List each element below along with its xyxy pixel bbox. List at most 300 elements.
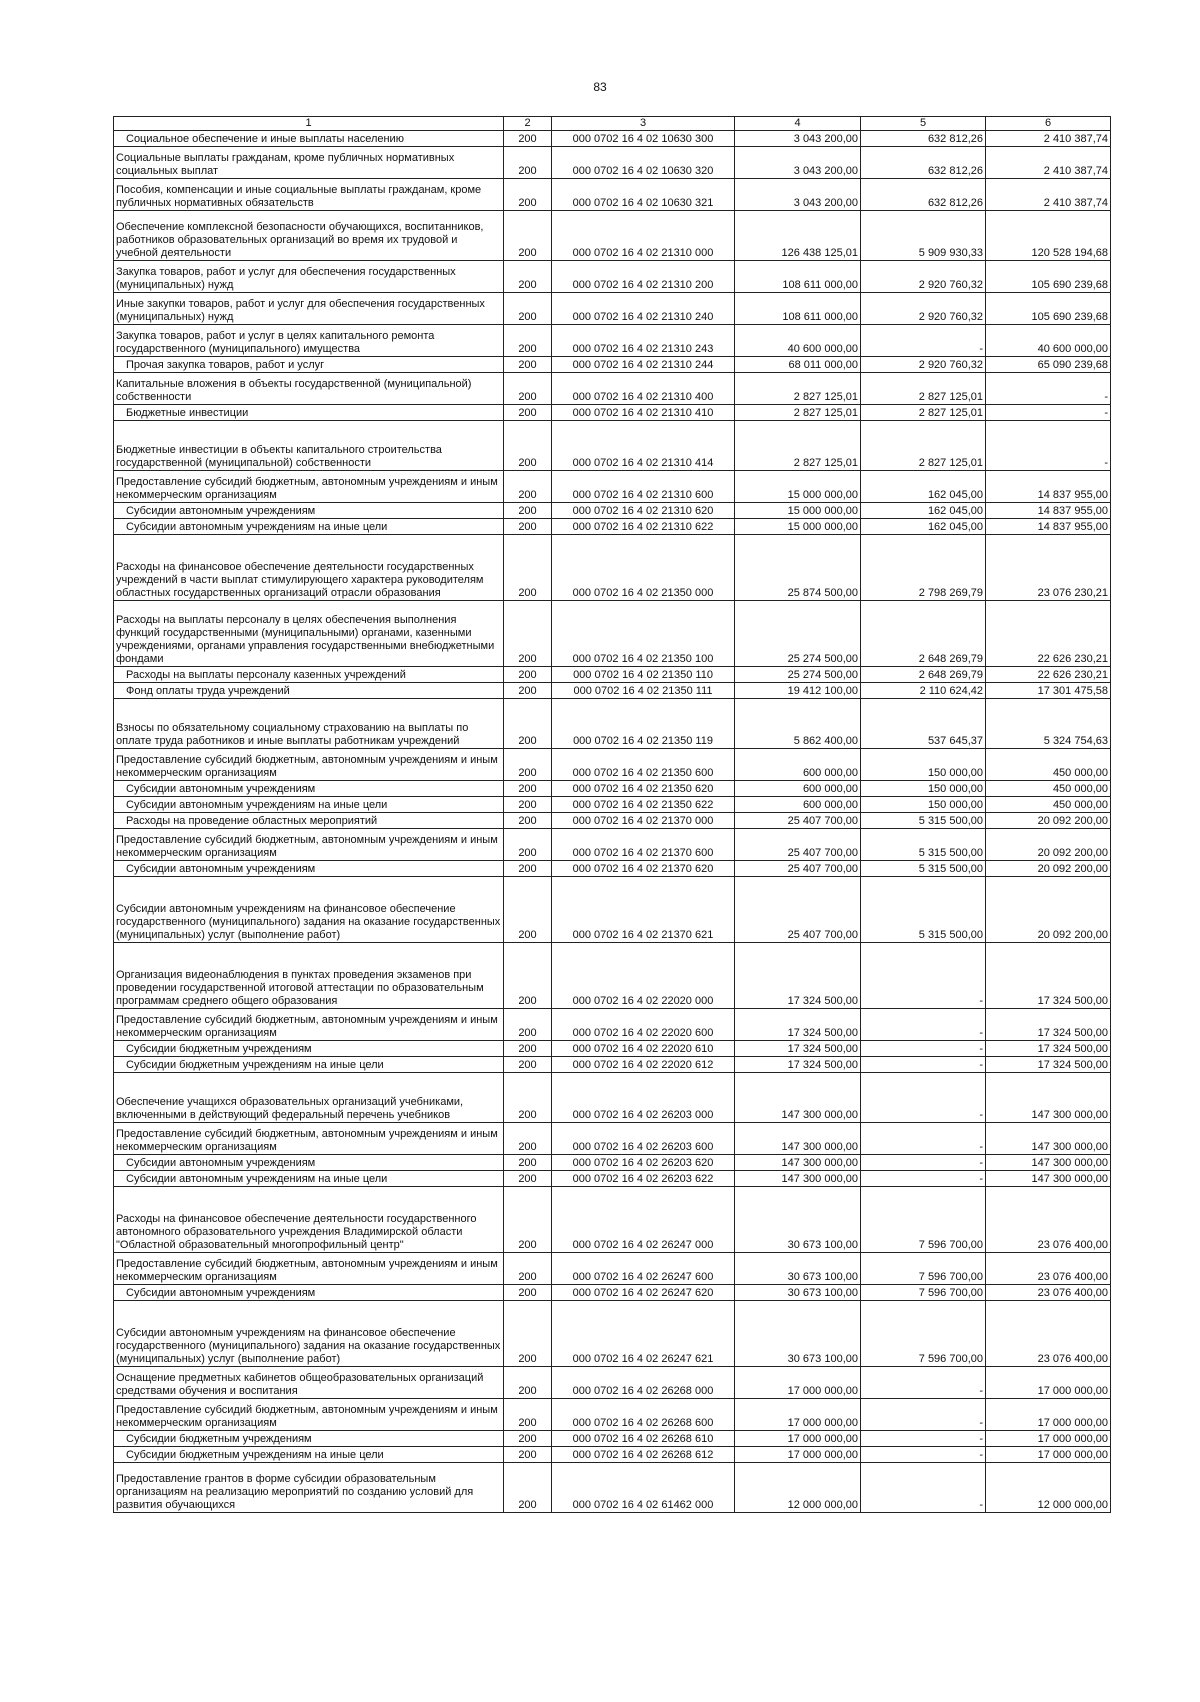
approved-amount-cell: 17 324 500,00 <box>735 1009 861 1041</box>
approved-amount-cell: 25 274 500,00 <box>735 601 861 667</box>
table-row <box>114 683 1111 699</box>
executed-amount-cell: 537 645,37 <box>861 699 986 749</box>
unexecuted-amount-cell: 65 090 239,68 <box>986 357 1111 373</box>
approved-amount-cell: 17 000 000,00 <box>735 1447 861 1463</box>
line-code-cell: 200 <box>504 373 552 405</box>
executed-amount-cell: 162 045,00 <box>861 503 986 519</box>
approved-amount-cell: 19 412 100,00 <box>735 683 861 699</box>
table-row <box>114 1463 1111 1513</box>
approved-amount-cell: 15 000 000,00 <box>735 519 861 535</box>
line-code-cell: 200 <box>504 1073 552 1123</box>
budget-code-cell: 000 0702 16 4 02 26268 000 <box>552 1367 735 1399</box>
unexecuted-amount-cell: 5 324 754,63 <box>986 699 1111 749</box>
line-code-cell: 200 <box>504 1399 552 1431</box>
executed-amount-cell: - <box>861 1171 986 1187</box>
approved-amount-cell: 2 827 125,01 <box>735 421 861 471</box>
table-row <box>114 1009 1111 1041</box>
unexecuted-amount-cell: 2 410 387,74 <box>986 131 1111 147</box>
unexecuted-amount-cell: 147 300 000,00 <box>986 1171 1111 1187</box>
line-code-cell: 200 <box>504 699 552 749</box>
table-row <box>114 471 1111 503</box>
budget-code-cell: 000 0702 16 4 02 21370 600 <box>552 829 735 861</box>
executed-amount-cell: 2 110 624,42 <box>861 683 986 699</box>
budget-code-cell: 000 0702 16 4 02 21350 119 <box>552 699 735 749</box>
line-code-cell: 200 <box>504 1187 552 1253</box>
unexecuted-amount-cell: 2 410 387,74 <box>986 147 1111 179</box>
unexecuted-amount-cell: 17 324 500,00 <box>986 1057 1111 1073</box>
approved-amount-cell: 147 300 000,00 <box>735 1073 861 1123</box>
line-code-cell: 200 <box>504 357 552 373</box>
approved-amount-cell: 600 000,00 <box>735 749 861 781</box>
executed-amount-cell: 150 000,00 <box>861 749 986 781</box>
line-code-cell: 200 <box>504 861 552 877</box>
name-cell: Иные закупки товаров, работ и услуг для обеспечения государственных (муниципальных) нужд <box>114 293 504 325</box>
name-cell: Предоставление субсидий бюджетным, автономным учреждениям и иным некоммерческим организациям <box>114 1009 504 1041</box>
unexecuted-amount-cell: - <box>986 373 1111 405</box>
budget-code-cell: 000 0702 16 4 02 21370 620 <box>552 861 735 877</box>
table-row <box>114 1155 1111 1171</box>
table-row <box>114 503 1111 519</box>
executed-amount-cell: - <box>861 1447 986 1463</box>
line-code-cell: 200 <box>504 781 552 797</box>
unexecuted-amount-cell: 17 324 500,00 <box>986 943 1111 1009</box>
name-cell: Субсидии автономным учреждениям <box>114 503 504 519</box>
name-cell: Расходы на проведение областных мероприятий <box>114 813 504 829</box>
table-row <box>114 357 1111 373</box>
line-code-cell: 200 <box>504 1123 552 1155</box>
budget-code-cell: 000 0702 16 4 02 21350 100 <box>552 601 735 667</box>
line-code-cell: 200 <box>504 1301 552 1367</box>
budget-code-cell: 000 0702 16 4 02 21350 110 <box>552 667 735 683</box>
executed-amount-cell: 2 798 269,79 <box>861 535 986 601</box>
executed-amount-cell: - <box>861 1041 986 1057</box>
name-cell: Предоставление субсидий бюджетным, автономным учреждениям и иным некоммерческим организациям <box>114 749 504 781</box>
approved-amount-cell: 126 438 125,01 <box>735 211 861 261</box>
name-cell: Обеспечение комплексной безопасности обучающихся, воспитанников, работников образовательных организаций во время их трудовой и учебной деятельности <box>114 211 504 261</box>
executed-amount-cell: - <box>861 1057 986 1073</box>
unexecuted-amount-cell: 105 690 239,68 <box>986 293 1111 325</box>
budget-code-cell: 000 0702 16 4 02 21310 243 <box>552 325 735 357</box>
table-row <box>114 1123 1111 1155</box>
unexecuted-amount-cell: 23 076 400,00 <box>986 1253 1111 1285</box>
name-cell: Субсидии автономным учреждениям <box>114 781 504 797</box>
approved-amount-cell: 2 827 125,01 <box>735 373 861 405</box>
line-code-cell: 200 <box>504 1041 552 1057</box>
unexecuted-amount-cell: 2 410 387,74 <box>986 179 1111 211</box>
name-cell: Расходы на выплаты персоналу в целях обеспечения выполнения функций государственными (муниципальными) органами, казенными учреждениями, органами управления государственными внебюджетными фондами <box>114 601 504 667</box>
unexecuted-amount-cell: 450 000,00 <box>986 797 1111 813</box>
budget-code-cell: 000 0702 16 4 02 21310 600 <box>552 471 735 503</box>
executed-amount-cell: - <box>861 1123 986 1155</box>
approved-amount-cell: 600 000,00 <box>735 797 861 813</box>
budget-code-cell: 000 0702 16 4 02 10630 300 <box>552 131 735 147</box>
line-code-cell: 200 <box>504 667 552 683</box>
name-cell: Закупка товаров, работ и услуг в целях капитального ремонта государственного (муниципального) имущества <box>114 325 504 357</box>
approved-amount-cell: 30 673 100,00 <box>735 1187 861 1253</box>
unexecuted-amount-cell: 147 300 000,00 <box>986 1155 1111 1171</box>
executed-amount-cell: 7 596 700,00 <box>861 1187 986 1253</box>
approved-amount-cell: 17 324 500,00 <box>735 1041 861 1057</box>
table-row <box>114 1253 1111 1285</box>
line-code-cell: 200 <box>504 1009 552 1041</box>
approved-amount-cell: 147 300 000,00 <box>735 1155 861 1171</box>
name-cell: Закупка товаров, работ и услуг для обеспечения государственных (муниципальных) нужд <box>114 261 504 293</box>
executed-amount-cell: - <box>861 1431 986 1447</box>
executed-amount-cell: 7 596 700,00 <box>861 1301 986 1367</box>
table-row <box>114 797 1111 813</box>
page-number: 83 <box>593 80 607 94</box>
name-cell: Расходы на финансовое обеспечение деятельности государственного автономного образовательного учреждения Владимирской области "Областной образовательный многопрофильный центр" <box>114 1187 504 1253</box>
table-row <box>114 1057 1111 1073</box>
table-row <box>114 1447 1111 1463</box>
line-code-cell: 200 <box>504 147 552 179</box>
name-cell: Предоставление субсидий бюджетным, автономным учреждениям и иным некоммерческим организациям <box>114 829 504 861</box>
line-code-cell: 200 <box>504 421 552 471</box>
name-cell: Субсидии автономным учреждениям на иные цели <box>114 519 504 535</box>
approved-amount-cell: 17 324 500,00 <box>735 943 861 1009</box>
table-row <box>114 211 1111 261</box>
column-header: 6 <box>986 117 1111 131</box>
executed-amount-cell: - <box>861 943 986 1009</box>
table-row <box>114 1187 1111 1253</box>
name-cell: Субсидии бюджетным учреждениям <box>114 1041 504 1057</box>
approved-amount-cell: 25 874 500,00 <box>735 535 861 601</box>
name-cell: Предоставление субсидий бюджетным, автономным учреждениям и иным некоммерческим организациям <box>114 1123 504 1155</box>
line-code-cell: 200 <box>504 813 552 829</box>
executed-amount-cell: - <box>861 1009 986 1041</box>
name-cell: Субсидии бюджетным учреждениям на иные цели <box>114 1057 504 1073</box>
column-header: 5 <box>861 117 986 131</box>
unexecuted-amount-cell: 17 000 000,00 <box>986 1399 1111 1431</box>
unexecuted-amount-cell: 17 000 000,00 <box>986 1431 1111 1447</box>
line-code-cell: 200 <box>504 503 552 519</box>
table-row <box>114 131 1111 147</box>
unexecuted-amount-cell: 23 076 400,00 <box>986 1285 1111 1301</box>
budget-code-cell: 000 0702 16 4 02 26247 000 <box>552 1187 735 1253</box>
line-code-cell: 200 <box>504 797 552 813</box>
name-cell: Прочая закупка товаров, работ и услуг <box>114 357 504 373</box>
name-cell: Субсидии автономным учреждениям на иные цели <box>114 1171 504 1187</box>
unexecuted-amount-cell: 40 600 000,00 <box>986 325 1111 357</box>
table-row <box>114 1301 1111 1367</box>
executed-amount-cell: - <box>861 1073 986 1123</box>
line-code-cell: 200 <box>504 1253 552 1285</box>
table-row <box>114 293 1111 325</box>
table-row <box>114 1399 1111 1431</box>
budget-code-cell: 000 0702 16 4 02 21370 000 <box>552 813 735 829</box>
budget-code-cell: 000 0702 16 4 02 26247 600 <box>552 1253 735 1285</box>
executed-amount-cell: 5 909 930,33 <box>861 211 986 261</box>
table-row <box>114 749 1111 781</box>
table-row <box>114 535 1111 601</box>
executed-amount-cell: 5 315 500,00 <box>861 877 986 943</box>
approved-amount-cell: 3 043 200,00 <box>735 179 861 211</box>
table-row <box>114 1431 1111 1447</box>
unexecuted-amount-cell: 450 000,00 <box>986 781 1111 797</box>
table-row <box>114 373 1111 405</box>
executed-amount-cell: - <box>861 1367 986 1399</box>
budget-code-cell: 000 0702 16 4 02 26268 610 <box>552 1431 735 1447</box>
approved-amount-cell: 147 300 000,00 <box>735 1123 861 1155</box>
budget-code-cell: 000 0702 16 4 02 21350 622 <box>552 797 735 813</box>
budget-code-cell: 000 0702 16 4 02 22020 000 <box>552 943 735 1009</box>
executed-amount-cell: 2 827 125,01 <box>861 373 986 405</box>
name-cell: Субсидии автономным учреждениям на финансовое обеспечение государственного (муниципального) задания на оказание государственных (муниципальных) услуг (выполнение работ) <box>114 877 504 943</box>
unexecuted-amount-cell: 22 626 230,21 <box>986 601 1111 667</box>
table-row <box>114 421 1111 471</box>
unexecuted-amount-cell: 20 092 200,00 <box>986 829 1111 861</box>
name-cell: Субсидии бюджетным учреждениям <box>114 1431 504 1447</box>
name-cell: Бюджетные инвестиции <box>114 405 504 421</box>
column-header: 3 <box>552 117 735 131</box>
executed-amount-cell: 162 045,00 <box>861 471 986 503</box>
unexecuted-amount-cell: 22 626 230,21 <box>986 667 1111 683</box>
name-cell: Предоставление субсидий бюджетным, автономным учреждениям и иным некоммерческим организациям <box>114 471 504 503</box>
unexecuted-amount-cell: - <box>986 405 1111 421</box>
executed-amount-cell: - <box>861 325 986 357</box>
name-cell: Расходы на выплаты персоналу казенных учреждений <box>114 667 504 683</box>
executed-amount-cell: 150 000,00 <box>861 797 986 813</box>
line-code-cell: 200 <box>504 1285 552 1301</box>
name-cell: Субсидии автономным учреждениям <box>114 861 504 877</box>
table-row <box>114 1041 1111 1057</box>
executed-amount-cell: 632 812,26 <box>861 131 986 147</box>
name-cell: Субсидии автономным учреждениям на финансовое обеспечение государственного (муниципального) задания на оказание государственных (муниципальных) услуг (выполнение работ) <box>114 1301 504 1367</box>
line-code-cell: 200 <box>504 1431 552 1447</box>
approved-amount-cell: 30 673 100,00 <box>735 1285 861 1301</box>
unexecuted-amount-cell: 20 092 200,00 <box>986 877 1111 943</box>
line-code-cell: 200 <box>504 471 552 503</box>
table-row <box>114 325 1111 357</box>
executed-amount-cell: 2 648 269,79 <box>861 601 986 667</box>
approved-amount-cell: 17 000 000,00 <box>735 1367 861 1399</box>
column-header: 1 <box>114 117 504 131</box>
line-code-cell: 200 <box>504 261 552 293</box>
line-code-cell: 200 <box>504 877 552 943</box>
unexecuted-amount-cell: 14 837 955,00 <box>986 519 1111 535</box>
name-cell: Предоставление субсидий бюджетным, автономным учреждениям и иным некоммерческим организациям <box>114 1253 504 1285</box>
line-code-cell: 200 <box>504 1057 552 1073</box>
unexecuted-amount-cell: 23 076 230,21 <box>986 535 1111 601</box>
table-row <box>114 1285 1111 1301</box>
approved-amount-cell: 108 611 000,00 <box>735 261 861 293</box>
name-cell: Субсидии автономным учреждениям на иные цели <box>114 797 504 813</box>
approved-amount-cell: 3 043 200,00 <box>735 147 861 179</box>
executed-amount-cell: 162 045,00 <box>861 519 986 535</box>
table-row <box>114 519 1111 535</box>
line-code-cell: 200 <box>504 829 552 861</box>
line-code-cell: 200 <box>504 1447 552 1463</box>
budget-code-cell: 000 0702 16 4 02 21310 240 <box>552 293 735 325</box>
approved-amount-cell: 17 000 000,00 <box>735 1431 861 1447</box>
line-code-cell: 200 <box>504 1367 552 1399</box>
approved-amount-cell: 12 000 000,00 <box>735 1463 861 1513</box>
executed-amount-cell: 150 000,00 <box>861 781 986 797</box>
budget-code-cell: 000 0702 16 4 02 21310 200 <box>552 261 735 293</box>
executed-amount-cell: - <box>861 1155 986 1171</box>
approved-amount-cell: 25 407 700,00 <box>735 861 861 877</box>
approved-amount-cell: 2 827 125,01 <box>735 405 861 421</box>
budget-code-cell: 000 0702 16 4 02 61462 000 <box>552 1463 735 1513</box>
budget-code-cell: 000 0702 16 4 02 21350 111 <box>552 683 735 699</box>
approved-amount-cell: 30 673 100,00 <box>735 1253 861 1285</box>
approved-amount-cell: 25 274 500,00 <box>735 667 861 683</box>
budget-code-cell: 000 0702 16 4 02 10630 321 <box>552 179 735 211</box>
budget-code-cell: 000 0702 16 4 02 21310 000 <box>552 211 735 261</box>
line-code-cell: 200 <box>504 293 552 325</box>
unexecuted-amount-cell: 23 076 400,00 <box>986 1301 1111 1367</box>
unexecuted-amount-cell: 23 076 400,00 <box>986 1187 1111 1253</box>
budget-code-cell: 000 0702 16 4 02 21310 400 <box>552 373 735 405</box>
name-cell: Субсидии автономным учреждениям <box>114 1285 504 1301</box>
table-row <box>114 829 1111 861</box>
unexecuted-amount-cell: 14 837 955,00 <box>986 471 1111 503</box>
unexecuted-amount-cell: 20 092 200,00 <box>986 861 1111 877</box>
line-code-cell: 200 <box>504 179 552 211</box>
line-code-cell: 200 <box>504 943 552 1009</box>
name-cell: Пособия, компенсации и иные социальные выплаты гражданам, кроме публичных нормативных обязательств <box>114 179 504 211</box>
budget-code-cell: 000 0702 16 4 02 26247 621 <box>552 1301 735 1367</box>
budget-code-cell: 000 0702 16 4 02 10630 320 <box>552 147 735 179</box>
approved-amount-cell: 25 407 700,00 <box>735 829 861 861</box>
table-row <box>114 179 1111 211</box>
table-row <box>114 405 1111 421</box>
approved-amount-cell: 15 000 000,00 <box>735 503 861 519</box>
approved-amount-cell: 68 011 000,00 <box>735 357 861 373</box>
executed-amount-cell: - <box>861 1463 986 1513</box>
name-cell: Социальное обеспечение и иные выплаты населению <box>114 131 504 147</box>
executed-amount-cell: 7 596 700,00 <box>861 1253 986 1285</box>
budget-code-cell: 000 0702 16 4 02 21310 622 <box>552 519 735 535</box>
unexecuted-amount-cell: 14 837 955,00 <box>986 503 1111 519</box>
table-row <box>114 813 1111 829</box>
budget-code-cell: 000 0702 16 4 02 22020 612 <box>552 1057 735 1073</box>
table-row <box>114 1367 1111 1399</box>
unexecuted-amount-cell: 147 300 000,00 <box>986 1123 1111 1155</box>
executed-amount-cell: 632 812,26 <box>861 147 986 179</box>
unexecuted-amount-cell: 17 324 500,00 <box>986 1041 1111 1057</box>
budget-code-cell: 000 0702 16 4 02 21350 000 <box>552 535 735 601</box>
column-header: 2 <box>504 117 552 131</box>
line-code-cell: 200 <box>504 601 552 667</box>
budget-code-cell: 000 0702 16 4 02 22020 610 <box>552 1041 735 1057</box>
line-code-cell: 200 <box>504 519 552 535</box>
line-code-cell: 200 <box>504 1463 552 1513</box>
budget-code-cell: 000 0702 16 4 02 26203 600 <box>552 1123 735 1155</box>
approved-amount-cell: 600 000,00 <box>735 781 861 797</box>
table-row <box>114 1171 1111 1187</box>
executed-amount-cell: 5 315 500,00 <box>861 813 986 829</box>
name-cell: Субсидии бюджетным учреждениям на иные цели <box>114 1447 504 1463</box>
unexecuted-amount-cell: 17 000 000,00 <box>986 1447 1111 1463</box>
budget-code-cell: 000 0702 16 4 02 26268 600 <box>552 1399 735 1431</box>
executed-amount-cell: 7 596 700,00 <box>861 1285 986 1301</box>
executed-amount-cell: 2 648 269,79 <box>861 667 986 683</box>
executed-amount-cell: 5 315 500,00 <box>861 861 986 877</box>
executed-amount-cell: 2 920 760,32 <box>861 293 986 325</box>
table-row <box>114 601 1111 667</box>
table-row <box>114 667 1111 683</box>
line-code-cell: 200 <box>504 405 552 421</box>
table-header-row <box>114 117 1111 131</box>
unexecuted-amount-cell: 17 000 000,00 <box>986 1367 1111 1399</box>
budget-table <box>113 116 1111 1513</box>
approved-amount-cell: 25 407 700,00 <box>735 877 861 943</box>
table-body <box>114 131 1111 1513</box>
line-code-cell: 200 <box>504 683 552 699</box>
table-row <box>114 943 1111 1009</box>
name-cell: Социальные выплаты гражданам, кроме публичных нормативных социальных выплат <box>114 147 504 179</box>
table-row <box>114 261 1111 293</box>
line-code-cell: 200 <box>504 211 552 261</box>
table-row <box>114 699 1111 749</box>
executed-amount-cell: 2 827 125,01 <box>861 405 986 421</box>
name-cell: Капитальные вложения в объекты государственной (муниципальной) собственности <box>114 373 504 405</box>
executed-amount-cell: 2 920 760,32 <box>861 357 986 373</box>
approved-amount-cell: 147 300 000,00 <box>735 1171 861 1187</box>
approved-amount-cell: 5 862 400,00 <box>735 699 861 749</box>
table-row <box>114 861 1111 877</box>
approved-amount-cell: 30 673 100,00 <box>735 1301 861 1367</box>
name-cell: Оснащение предметных кабинетов общеобразовательных организаций средствами обучения и воспитания <box>114 1367 504 1399</box>
name-cell: Организация видеонаблюдения в пунктах проведения экзаменов при проведении государственной итоговой аттестации по образовательным программам среднего общего образования <box>114 943 504 1009</box>
unexecuted-amount-cell: 105 690 239,68 <box>986 261 1111 293</box>
table-row <box>114 1073 1111 1123</box>
line-code-cell: 200 <box>504 1171 552 1187</box>
table-row <box>114 781 1111 797</box>
line-code-cell: 200 <box>504 535 552 601</box>
executed-amount-cell: 632 812,26 <box>861 179 986 211</box>
budget-code-cell: 000 0702 16 4 02 21310 244 <box>552 357 735 373</box>
unexecuted-amount-cell: - <box>986 421 1111 471</box>
name-cell: Расходы на финансовое обеспечение деятельности государственных учреждений в части выплат стимулирующего характера руководителям областных государственных организаций отрасли образования <box>114 535 504 601</box>
unexecuted-amount-cell: 20 092 200,00 <box>986 813 1111 829</box>
budget-code-cell: 000 0702 16 4 02 26247 620 <box>552 1285 735 1301</box>
approved-amount-cell: 17 324 500,00 <box>735 1057 861 1073</box>
budget-code-cell: 000 0702 16 4 02 21310 410 <box>552 405 735 421</box>
name-cell: Субсидии автономным учреждениям <box>114 1155 504 1171</box>
approved-amount-cell: 15 000 000,00 <box>735 471 861 503</box>
name-cell: Бюджетные инвестиции в объекты капитального строительства государственной (муниципальной) собственности <box>114 421 504 471</box>
line-code-cell: 200 <box>504 1155 552 1171</box>
budget-code-cell: 000 0702 16 4 02 26203 000 <box>552 1073 735 1123</box>
name-cell: Фонд оплаты труда учреждений <box>114 683 504 699</box>
name-cell: Предоставление субсидий бюджетным, автономным учреждениям и иным некоммерческим организациям <box>114 1399 504 1431</box>
line-code-cell: 200 <box>504 325 552 357</box>
approved-amount-cell: 17 000 000,00 <box>735 1399 861 1431</box>
table-row <box>114 877 1111 943</box>
line-code-cell: 200 <box>504 749 552 781</box>
unexecuted-amount-cell: 17 301 475,58 <box>986 683 1111 699</box>
approved-amount-cell: 25 407 700,00 <box>735 813 861 829</box>
name-cell: Взносы по обязательному социальному страхованию на выплаты по оплате труда работников и иные выплаты работникам учреждений <box>114 699 504 749</box>
name-cell: Обеспечение учащихся образовательных организаций учебниками, включенными в действующий федеральный перечень учебников <box>114 1073 504 1123</box>
budget-code-cell: 000 0702 16 4 02 21350 620 <box>552 781 735 797</box>
unexecuted-amount-cell: 147 300 000,00 <box>986 1073 1111 1123</box>
budget-code-cell: 000 0702 16 4 02 22020 600 <box>552 1009 735 1041</box>
budget-code-cell: 000 0702 16 4 02 21350 600 <box>552 749 735 781</box>
budget-code-cell: 000 0702 16 4 02 26203 620 <box>552 1155 735 1171</box>
line-code-cell: 200 <box>504 131 552 147</box>
approved-amount-cell: 3 043 200,00 <box>735 131 861 147</box>
table-row <box>114 147 1111 179</box>
unexecuted-amount-cell: 12 000 000,00 <box>986 1463 1111 1513</box>
executed-amount-cell: 5 315 500,00 <box>861 829 986 861</box>
budget-code-cell: 000 0702 16 4 02 26268 612 <box>552 1447 735 1463</box>
budget-code-cell: 000 0702 16 4 02 21310 414 <box>552 421 735 471</box>
executed-amount-cell: - <box>861 1399 986 1431</box>
executed-amount-cell: 2 920 760,32 <box>861 261 986 293</box>
